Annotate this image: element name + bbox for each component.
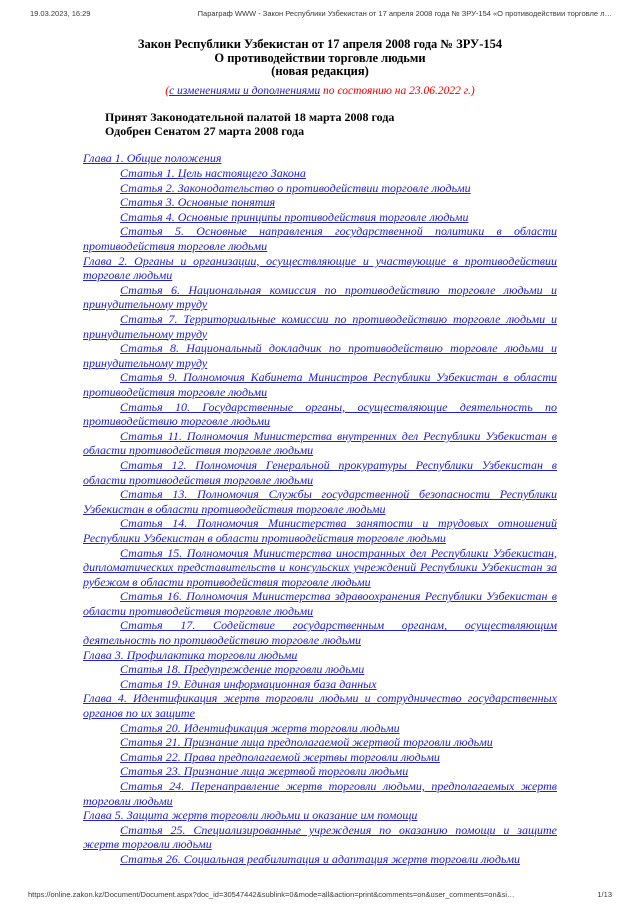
toc-item [83, 516, 557, 545]
toc-article-link[interactable]: Статья 14. Полномочия Министерства занятости и трудовых отношений Республики Узбекистан в области противодействия торговле людьми [83, 516, 557, 545]
amendments-open-paren: ( [165, 84, 170, 97]
toc-article-link[interactable]: Статья 9. Полномочия Кабинета Министров Республики Узбекистан в области противодействия торговле людьми [83, 370, 557, 399]
toc-article-link[interactable]: Статья 26. Социальная реабилитация и адаптация жертв торговли людьми [120, 851, 521, 866]
toc-chapter-link[interactable]: Глава 3. Профилактика торговли людьми [83, 647, 298, 662]
toc-chapter-link[interactable]: Глава 4. Идентификация жертв торговли людьми и сотрудничество государственных органов по их защите [83, 691, 557, 721]
toc-article-link[interactable]: Статья 22. Права предполагаемой жертвы торговли людьми [120, 749, 440, 764]
toc-article-link[interactable]: Статья 7. Территориальные комиссии по противодействию торговле людьми и принудительному труду [83, 312, 557, 341]
toc-item [83, 721, 557, 736]
doc-title-line3: (новая редакция) [271, 64, 369, 79]
amendments-status-text: по состоянию на 23.06.2022 г.) [320, 84, 475, 97]
footer-url: https://online.zakon.kz/Document/Document.aspx?doc_id=30547442&sublink=0&mode=all&action=print&comments=on&user_comments=on&si… [28, 890, 515, 899]
toc-item [83, 166, 557, 181]
toc-item [83, 370, 557, 399]
toc-article-link[interactable]: Статья 17. Содействие государственным органам, осуществляющим деятельность по противодействию торговле людьми [83, 618, 557, 648]
toc-article-link[interactable]: Статья 12. Полномочия Генеральной прокуратуры Республики Узбекистан в области противодействия торговле людьми [83, 457, 557, 487]
toc-chapter-link[interactable]: Глава 2. Органы и организации, осуществляющие и участвующие в противодействии торговле людьми [83, 253, 557, 283]
toc-item [83, 429, 557, 458]
toc-item [83, 677, 557, 692]
toc-article-link[interactable]: Статья 24. Перенаправление жертв торговли людьми, предполагаемых жертв торговли людьми [83, 779, 557, 808]
toc-article-link[interactable]: Статья 25. Специализированные учреждения по оказанию помощи и защите жертв торговли людьми [83, 822, 557, 852]
toc-article-link[interactable]: Статья 2. Законодательство о противодействии торговле людьми [120, 180, 471, 195]
toc-chapter-link[interactable]: Глава 1. Общие положения [83, 151, 222, 166]
toc-article-link[interactable]: Статья 23. Признание лица жертвой торговли людьми [120, 764, 409, 779]
amendments-line [83, 85, 557, 99]
toc-item [83, 618, 557, 647]
toc-article-link[interactable]: Статья 8. Национальный докладчик по противодействию торговле людьми и принудительному труду [83, 341, 557, 370]
adopted-line: Принят Законодательной палатой 18 марта 2008 года [105, 110, 395, 125]
toc-item [83, 283, 557, 312]
toc-article-link[interactable]: Статья 6. Национальная комиссия по противодействию торговле людьми и принудительному труду [83, 282, 557, 312]
toc-item [83, 151, 557, 166]
toc-item [83, 691, 557, 720]
toc-item [83, 458, 557, 487]
toc-item [83, 852, 557, 867]
toc-item [83, 195, 557, 210]
toc-article-link[interactable]: Статья 13. Полномочия Службы государственной безопасности Республики Узбекистан в области противодействия торговле людьми [83, 487, 557, 516]
print-header [30, 9, 612, 18]
amendments-link[interactable]: с изменениями и дополнениями [169, 84, 321, 97]
toc-item [83, 181, 557, 196]
toc-item [83, 662, 557, 677]
toc-item [83, 808, 557, 823]
header-doc-title: Параграф WWW - Закон Республики Узбекистан от 17 апреля 2008 года № ЗРУ-154 «О противодействии торговле л… [197, 9, 612, 18]
header-datetime: 19.03.2023, 16:29 [30, 9, 91, 18]
toc-article-link[interactable]: Статья 16. Полномочия Министерства здравоохранения Республики Узбекистан в области противодействия торговле людьми [83, 589, 557, 618]
table-of-contents [83, 151, 557, 866]
toc-chapter-link[interactable]: Глава 5. Защита жертв торговли людьми и оказание им помощи [83, 808, 418, 823]
toc-article-link[interactable]: Статья 18. Предупреждение торговли людьми [120, 662, 365, 677]
toc-item [83, 224, 557, 253]
approved-line: Одобрен Сенатом 27 марта 2008 года [105, 123, 305, 138]
toc-article-link[interactable]: Статья 19. Единая информационная база данных [120, 676, 377, 691]
toc-article-link[interactable]: Статья 5. Основные направления государственной политики в области противодействия торговле людьми [83, 224, 557, 254]
toc-item [83, 210, 557, 225]
toc-item [83, 341, 557, 370]
toc-article-link[interactable]: Статья 10. Государственные органы, осуществляющие деятельность по противодействию торговле людьми [83, 399, 557, 429]
toc-item [83, 648, 557, 663]
doc-title-line2: О противодействии торговле людьми [214, 50, 426, 65]
toc-item [83, 589, 557, 618]
toc-article-link[interactable]: Статья 1. Цель настоящего Закона [120, 166, 306, 181]
toc-item [83, 400, 557, 429]
toc-item [83, 779, 557, 808]
toc-article-link[interactable]: Статья 11. Полномочия Министерства внутренних дел Республики Узбекистан в области противодействия торговле людьми [83, 428, 557, 458]
toc-item [83, 764, 557, 779]
page-indicator: 1/13 [597, 890, 612, 899]
toc-article-link[interactable]: Статья 15. Полномочия Министерства иностранных дел Республики Узбекистан, дипломатических представительств и консульских учреждений Республики Узбекистан за рубежом в области противодействия торговле людьми [83, 545, 557, 589]
toc-item [83, 823, 557, 852]
print-footer [28, 890, 612, 899]
toc-article-link[interactable]: Статья 3. Основные понятия [120, 195, 276, 210]
doc-title-line1: Закон Республики Узбекистан от 17 апреля 2008 года № ЗРУ-154 [137, 37, 503, 51]
toc-item [83, 254, 557, 283]
toc-item [83, 735, 557, 750]
toc-item [83, 546, 557, 590]
toc-article-link[interactable]: Статья 21. Признание лица предполагаемой жертвой торговли людьми [120, 735, 493, 750]
toc-article-link[interactable]: Статья 20. Идентификация жертв торговли людьми [120, 720, 400, 735]
toc-item [83, 750, 557, 765]
toc-item [83, 487, 557, 516]
toc-article-link[interactable]: Статья 4. Основные принципы противодействия торговле людьми [120, 209, 469, 224]
toc-item [83, 312, 557, 341]
